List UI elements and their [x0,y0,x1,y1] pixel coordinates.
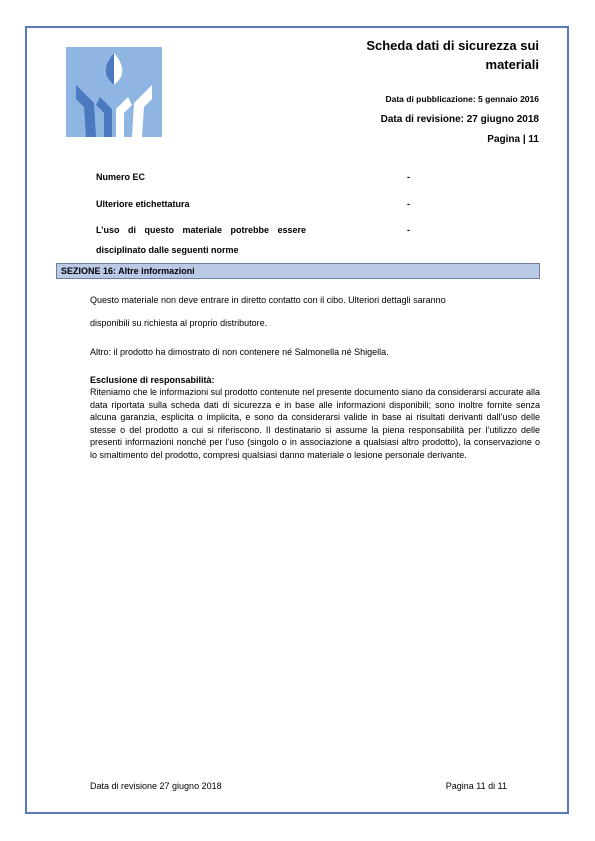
row-value-additional-labelling: - [407,199,410,209]
company-logo [66,47,162,137]
document-title: Scheda dati di sicurezza sui materiali [366,38,539,72]
paragraph-other: Altro: il prodotto ha dimostrato di non contenere né Salmonella né Shigella. [90,347,389,357]
disclaimer-text: Riteniamo che le informazioni sul prodotto contenute nel presente documento siano da considerarsi accurate alla data riportata sulla scheda dati di sicurezza e in base alle informazioni disponibili; sono inoltre fornite senza alcuna garanzia, esplicita o implicita, e sono da considerarsi valide in base ai risultati derivanti dall’uso delle stesse o del prodotto a cui si riferiscono. Il destinatario si assume la piena responsabilità per l’utilizzo delle presenti informazioni nonché per l’uso (singolo o in associazione a qualsiasi altro prodotto), la conservazione o lo smaltimento del prodotto, compresi qualsiasi danno materiale o lesione personale derivante. [90,387,540,460]
section-header: SEZIONE 16: Altre informazioni [56,263,540,279]
revision-date: Data di revisione: 27 giugno 2018 [380,114,539,125]
publication-date: Data di pubblicazione: 5 gennaio 2016 [385,94,539,104]
disclaimer-title: Esclusione di responsabilità: [90,375,215,385]
page-number: Pagina | 11 [487,134,539,145]
footer-page: Pagina 11 di 11 [445,781,507,791]
footer-revision: Data di revisione 27 giugno 2018 [90,781,222,791]
row-value-ec-number: - [407,172,410,182]
row-label-regulations-cont: disciplinato dalle seguenti norme [96,245,239,255]
paragraph-food-contact-line2: disponibili su richiesta al proprio distributore. [90,318,268,328]
row-label-regulations: L’uso di questo materiale potrebbe essere [96,225,306,235]
row-label-ec-number: Numero EC [96,172,146,182]
paragraph-food-contact-line1: Questo materiale non deve entrare in diretto contatto con il cibo. Ulteriori dettagli saranno [90,295,446,305]
row-label-additional-labelling: Ulteriore etichettatura [96,199,190,209]
row-value-regulations: - [407,225,410,235]
